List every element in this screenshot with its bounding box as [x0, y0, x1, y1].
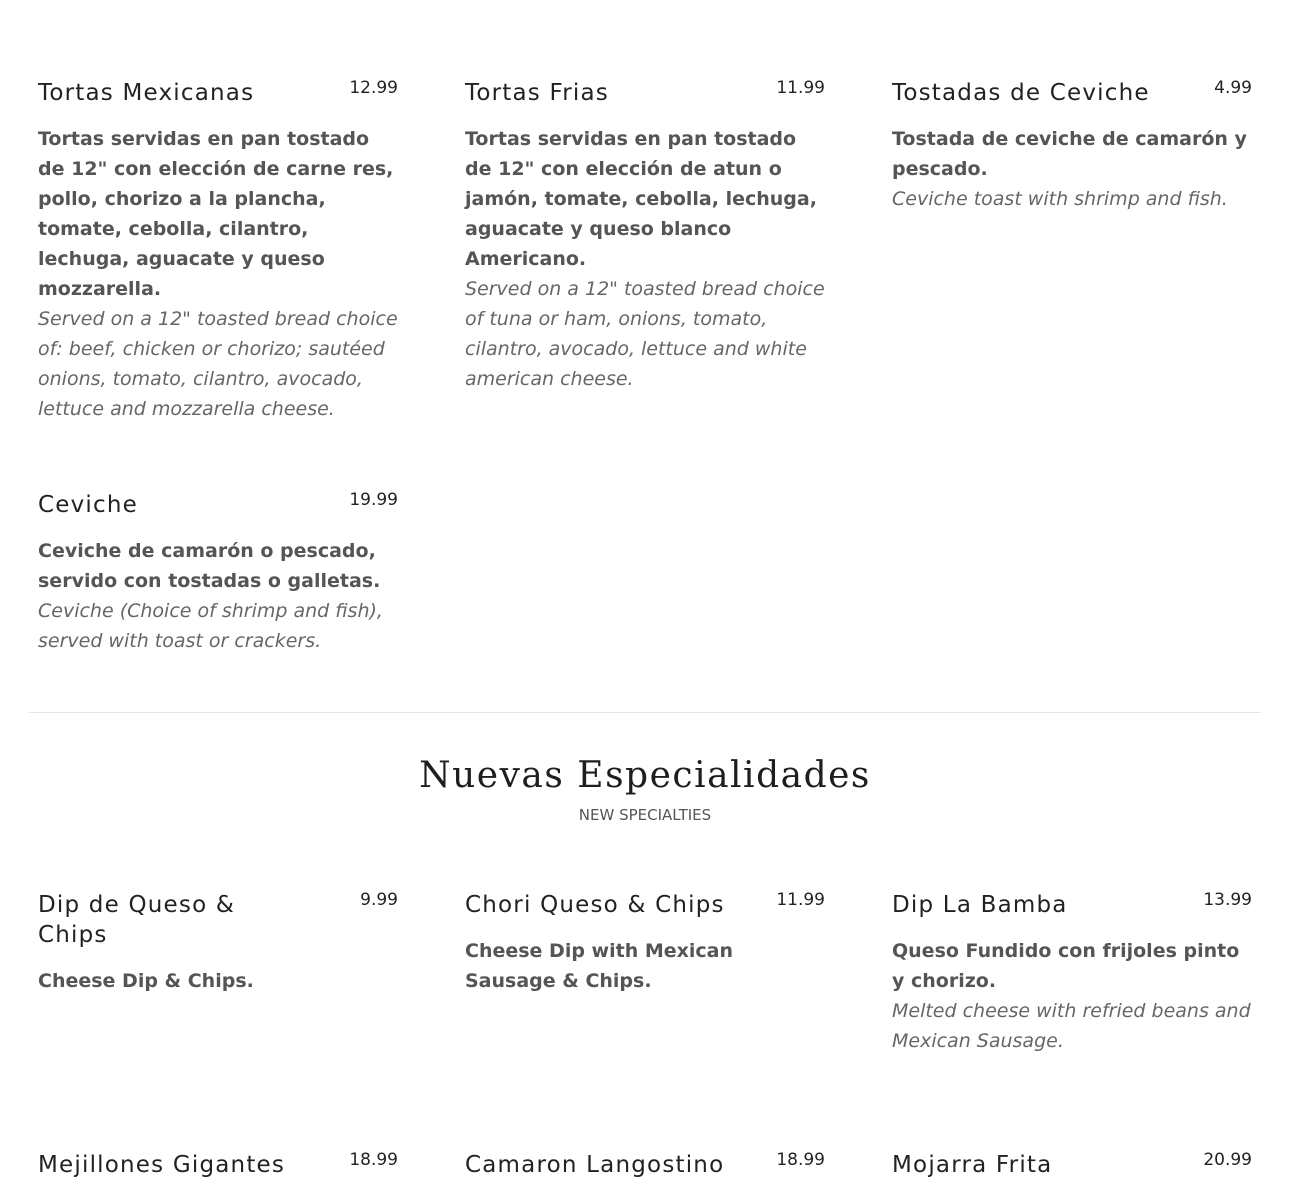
menu-item-description — [38, 536, 398, 656]
menu-item-header — [465, 890, 825, 920]
menu-item-header — [38, 1150, 398, 1180]
menu-item-price: 12.99 — [349, 78, 398, 98]
description-spanish: Cheese Dip with Mexican Sausage & Chips. — [465, 940, 734, 992]
description-english: Melted cheese with refried beans and Mexican Sausage. — [892, 1000, 1251, 1052]
menu-item-dip-la-bamba — [892, 890, 1252, 1056]
menu-item-price: 11.99 — [776, 890, 825, 910]
menu-item-tortas-mexicanas — [38, 78, 398, 424]
menu-item-name: Camaron Langostino — [465, 1152, 725, 1178]
menu-item-name: Dip de Queso & Chips — [38, 892, 236, 948]
menu-item-ceviche — [38, 490, 398, 656]
menu-item-name: Tostadas de Ceviche — [892, 80, 1150, 106]
menu-item-header — [38, 890, 398, 950]
description-spanish: Tortas servidas en pan tostado de 12" con elección de atun o jamón, tomate, cebolla, lechuga, aguacate y queso blanco Americano. — [465, 128, 817, 270]
menu-item-header — [892, 1150, 1252, 1180]
description-spanish: Tortas servidas en pan tostado de 12" con elección de carne res, pollo, chorizo a la plancha, tomate, cebolla, cilantro, lechuga, aguacate y queso mozzarella. — [38, 128, 394, 300]
menu-item-mejillones-gigantes — [38, 1150, 398, 1180]
menu-item-description — [892, 936, 1252, 1056]
menu-item-price: 20.99 — [1203, 1150, 1252, 1170]
menu-item-header — [892, 890, 1252, 920]
description-spanish: Tostada de ceviche de camarón y pescado. — [892, 128, 1247, 180]
description-english: Served on a 12" toasted bread choice of: beef, chicken or chorizo; sautéed onions, tomato, cilantro, avocado, lettuce and mozzarella cheese. — [38, 308, 398, 420]
menu-item-price: 4.99 — [1214, 78, 1252, 98]
menu-item-tortas-frias — [465, 78, 825, 394]
menu-item-price: 18.99 — [349, 1150, 398, 1170]
description-english: Served on a 12" toasted bread choice of tuna or ham, onions, tomato, cilantro, avocado, lettuce and white american cheese. — [465, 278, 825, 390]
menu-item-header — [38, 490, 398, 520]
menu-item-price: 18.99 — [776, 1150, 825, 1170]
menu-item-header — [465, 78, 825, 108]
menu-item-name: Tortas Mexicanas — [38, 80, 255, 106]
menu-item-name: Tortas Frias — [465, 80, 609, 106]
description-spanish: Queso Fundido con frijoles pinto y chorizo. — [892, 940, 1240, 992]
menu-item-header — [38, 78, 398, 108]
menu-item-name: Mojarra Frita — [892, 1152, 1053, 1178]
menu-item-camaron-langostino — [465, 1150, 825, 1180]
menu-item-description — [465, 124, 825, 394]
section-divider — [29, 712, 1261, 713]
description-spanish: Ceviche de camarón o pescado, servido con tostadas o galletas. — [38, 540, 381, 592]
menu-item-name: Mejillones Gigantes — [38, 1152, 286, 1178]
menu-item-dip-de-queso — [38, 890, 398, 996]
menu-item-description — [465, 936, 825, 996]
menu-item-price: 19.99 — [349, 490, 398, 510]
menu-item-price: 9.99 — [360, 890, 398, 910]
section-subtitle: NEW SPECIALTIES — [578, 806, 712, 824]
menu-item-description — [892, 124, 1252, 214]
section-title: Nuevas Especialidades — [419, 755, 871, 796]
menu-item-name: Ceviche — [38, 492, 138, 518]
menu-item-name: Chori Queso & Chips — [465, 892, 725, 918]
description-english: Ceviche toast with shrimp and fish. — [892, 188, 1228, 210]
menu-item-price: 11.99 — [776, 78, 825, 98]
menu-item-tostadas-de-ceviche — [892, 78, 1252, 214]
menu-item-header — [465, 1150, 825, 1180]
menu-item-chori-queso — [465, 890, 825, 996]
menu-item-header — [892, 78, 1252, 108]
menu-item-description — [38, 124, 398, 424]
menu-item-description — [38, 966, 398, 996]
menu-item-mojarra-frita — [892, 1150, 1252, 1180]
description-spanish: Cheese Dip & Chips. — [38, 970, 254, 992]
menu-item-name: Dip La Bamba — [892, 892, 1068, 918]
menu-item-price: 13.99 — [1203, 890, 1252, 910]
description-english: Ceviche (Choice of shrimp and fish), served with toast or crackers. — [38, 600, 383, 652]
